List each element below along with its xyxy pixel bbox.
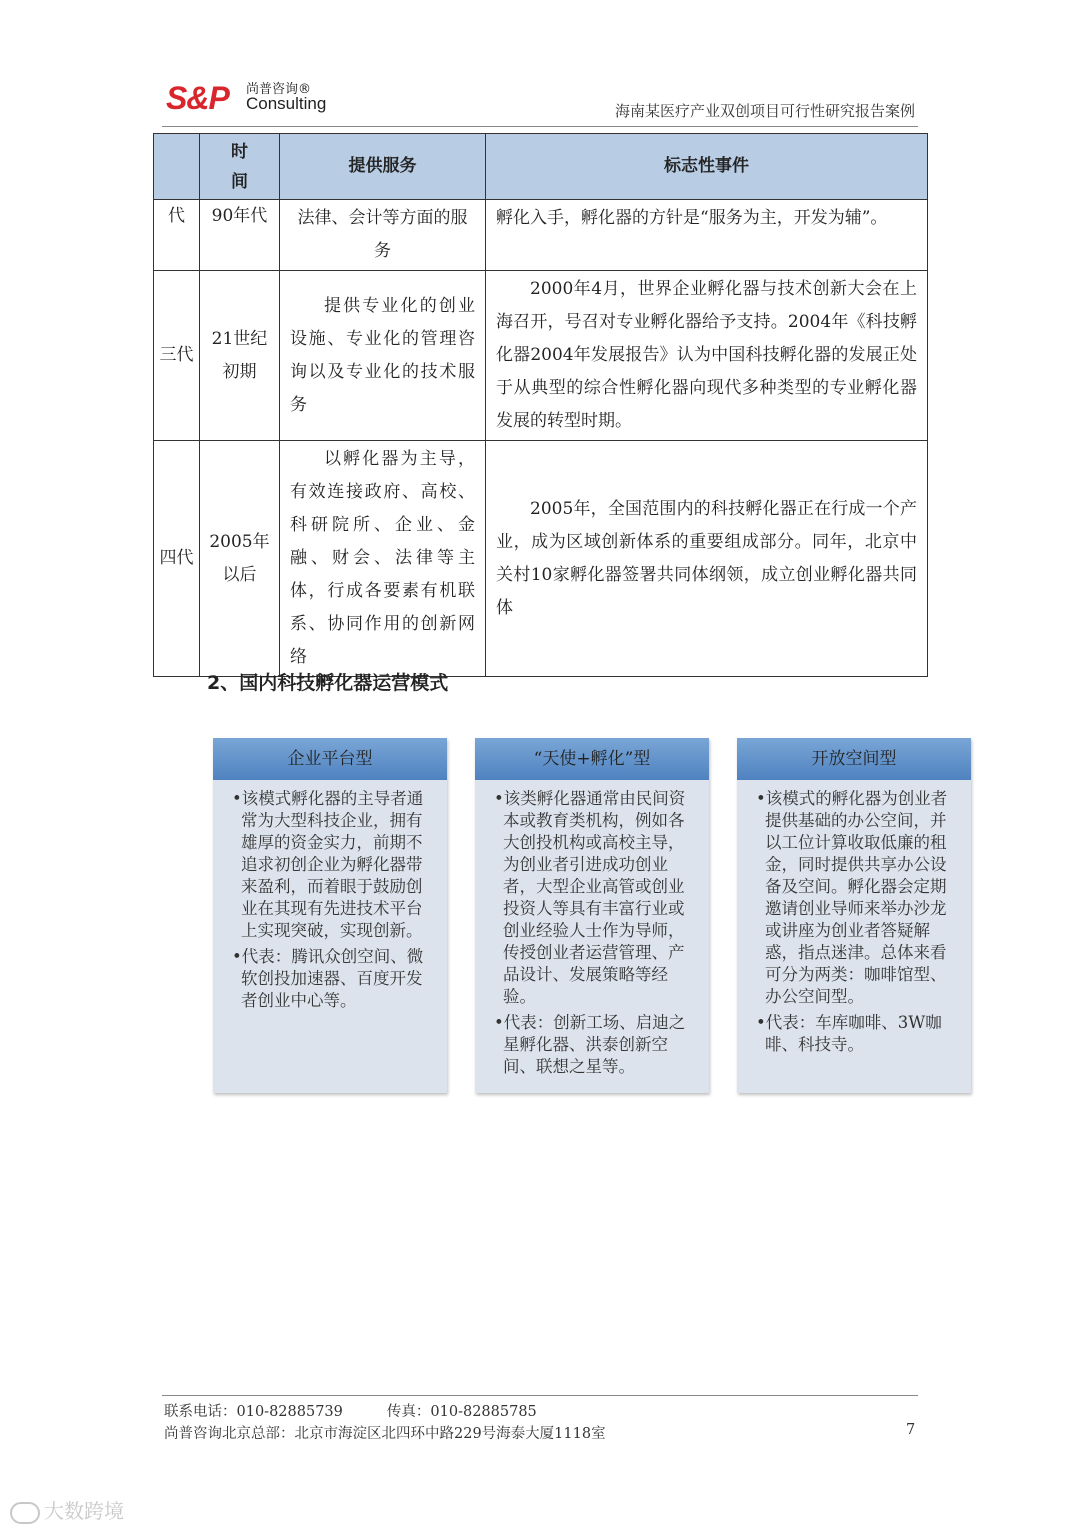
row-generation: 四代 (154, 441, 200, 677)
footer-contact (164, 1400, 537, 1421)
watermark-logo-icon (10, 1502, 40, 1524)
header-generation (154, 134, 200, 200)
section-heading: 2、国内科技孵化器运营模式 (207, 672, 449, 694)
card-bullet: •代表：腾讯众创空间、微软创投加速器、百度开发者创业中心等。 (232, 947, 424, 1010)
row-service: 法律、会计等方面的服务 (280, 200, 486, 271)
footer-address: 尚普咨询北京总部：北京市海淀区北四环中路229号海泰大厦1118室 (164, 1426, 606, 1442)
watermark-text: 大数跨境 (44, 1499, 124, 1523)
card-bullet: •代表：车库咖啡、3W咖啡、科技寺。 (756, 1013, 942, 1054)
logo-sp-text: S&P (166, 80, 229, 116)
row-event: 2005年，全国范围内的科技孵化器正在行成一个产业，成为区域创新体系的重要组成部分。同年，北京中关村10家孵化器签署共同体纲领，成立创业孵化器共同体 (486, 441, 928, 677)
row-time: 2005年以后 (200, 441, 280, 677)
table-row (154, 441, 928, 677)
card-bullet: •代表：创新工场、启迪之星孵化器、洪泰创新空间、联想之星等。 (494, 1013, 686, 1076)
header-event: 标志性事件 (486, 134, 928, 200)
mode-card-angel-incubation (475, 738, 709, 1093)
row-event: 孵化入手，孵化器的方针是“服务为主，开发为辅”。 (486, 200, 928, 271)
table-row (154, 271, 928, 441)
card-body (737, 780, 971, 1056)
row-event: 2000年4月，世界企业孵化器与技术创新大会在上海召开，号召对专业孵化器给予支持。2004年《科技孵化器2004年发展报告》认为中国科技孵化器的发展正处于从典型的综合性孵化器向现代多种类型的专业孵化器发展的转型时期。 (486, 271, 928, 441)
row-service: 以孵化器为主导，有效连接政府、高校、科研院所、企业、金融、财会、法律等主体，行成各要素有机联系、协同作用的创新网络 (280, 441, 486, 677)
footer-divider (162, 1395, 918, 1396)
footer-fax: 传真：010-82885785 (386, 1404, 537, 1420)
report-title: 海南某医疗产业双创项目可行性研究报告案例 (614, 102, 915, 120)
card-bullet: •该模式孵化器的主导者通常为大型科技企业，拥有雄厚的资金实力，前期不追求初创企业为孵化器带来盈利，而着眼于鼓励创业在其现有先进技术平台上实现突破，实现创新。 (232, 789, 424, 940)
footer-phone: 联系电话：010-82885739 (164, 1404, 343, 1420)
row-generation: 代 (154, 200, 200, 271)
header-time-text: 时 间 (231, 141, 248, 192)
watermark (10, 1495, 124, 1524)
header-service: 提供服务 (280, 134, 486, 200)
card-title: “天使+孵化”型 (475, 738, 709, 780)
card-title: 企业平台型 (213, 738, 447, 780)
table-header-row (154, 134, 928, 200)
incubator-generations-table (153, 133, 928, 677)
card-body (213, 780, 447, 1012)
mode-card-open-space (737, 738, 971, 1093)
header-divider (162, 126, 918, 127)
card-body (475, 780, 709, 1078)
header-time (200, 134, 280, 200)
page-number: 7 (906, 1422, 916, 1438)
company-logo (166, 78, 336, 118)
row-generation: 三代 (154, 271, 200, 441)
card-bullet: •该模式的孵化器为创业者提供基础的办公空间，并以工位计算收取低廉的租金，同时提供共享办公设备及空间。孵化器会定期邀请创业导师来举办沙龙或讲座为创业者答疑解惑，指点迷津。总体来看可分为两类：咖啡馆型、办公空间型。 (756, 789, 948, 1006)
logo-cn-text: 尚普咨询® (246, 82, 312, 97)
card-bullet: •该类孵化器通常由民间资本或教育类机构，例如各大创投机构或高校主导，为创业者引进成功创业者，大型企业高管或创业投资人等具有丰富行业或创业经验人士作为导师，传授创业者运营管理、产品设计、发展策略等经验。 (494, 789, 686, 1006)
row-time: 90年代 (200, 200, 280, 271)
mode-card-enterprise-platform (213, 738, 447, 1093)
table-row (154, 200, 928, 271)
logo-en-text: Consulting (246, 94, 327, 113)
row-service: 提供专业化的创业设施、专业化的管理咨询以及专业化的技术服务 (280, 271, 486, 441)
row-time: 21世纪初期 (200, 271, 280, 441)
card-title: 开放空间型 (737, 738, 971, 780)
